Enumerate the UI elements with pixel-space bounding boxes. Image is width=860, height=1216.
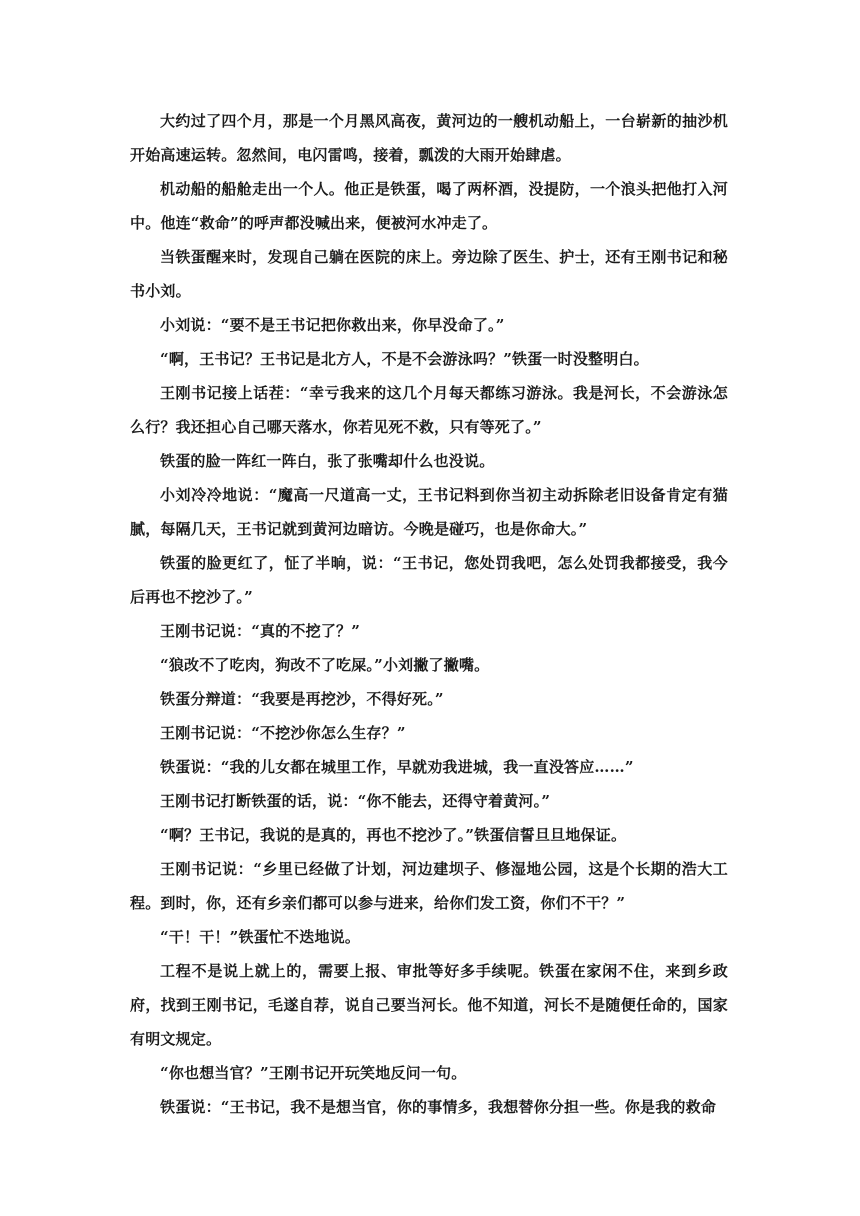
paragraph-17: 王刚书记说：“乡里已经做了计划，河边建坝子、修湿地公园，这是个长期的浩大工程。到时，你，还有乡亲们都可以参与进来，给你们发工资，你们不干？”: [130, 860, 728, 912]
paragraph-10: 王刚书记说：“真的不挖了？”: [160, 622, 361, 640]
paragraph-18: “干！干！”铁蛋忙不迭地说。: [160, 928, 361, 946]
paragraph-4: 小刘说：“要不是王书记把你救出来，你早没命了。”: [160, 316, 505, 334]
paragraph-6: 王刚书记接上话茬：“幸亏我来的这几个月每天都练习游泳。我是河长，不会游泳怎么行？我还担心自己哪天落水，你若见死不救，只有等死了。”: [130, 384, 728, 436]
paragraph-15: 王刚书记打断铁蛋的话，说：“你不能去，还得守着黄河。”: [160, 792, 551, 810]
paragraph-16: “啊？王书记，我说的是真的，再也不挖沙了。”铁蛋信誓旦旦地保证。: [160, 826, 627, 844]
paragraph-19: 工程不是说上就上的，需要上报、审批等好多手续呢。铁蛋在家闲不住，来到乡政府，找到王刚书记，毛遂自荐，说自己要当河长。他不知道，河长不是随便任命的，国家有明文规定。: [130, 962, 728, 1048]
paragraph-21: 铁蛋说：“王书记，我不是想当官，你的事情多，我想替你分担一些。你是我的救命: [160, 1098, 717, 1116]
paragraph-2: 机动船的船舱走出一个人。他正是铁蛋，喝了两杯酒，没提防，一个浪头把他打入河中。他连“救命”的呼声都没喊出来，便被河水冲走了。: [130, 180, 728, 232]
document-page: [130, 104, 728, 1124]
paragraph-3: 当铁蛋醒来时，发现自己躺在医院的床上。旁边除了医生、护士，还有王刚书记和秘书小刘。: [130, 248, 728, 300]
paragraph-5: “啊，王书记？王书记是北方人，不是不会游泳吗？”铁蛋一时没整明白。: [160, 350, 649, 368]
paragraph-14: 铁蛋说：“我的儿女都在城里工作，早就劝我进城，我一直没答应……”: [160, 758, 634, 776]
paragraph-7: 铁蛋的脸一阵红一阵白，张了张嘴却什么也没说。: [160, 452, 495, 470]
paragraph-9: 铁蛋的脸更红了，怔了半晌，说：“王书记，您处罚我吧，怎么处罚我都接受，我今后再也不挖沙了。”: [130, 554, 728, 606]
paragraph-12: 铁蛋分辩道：“我要是再挖沙，不得好死。”: [160, 690, 444, 708]
paragraph-11: “狼改不了吃肉，狗改不了吃屎。”小刘撇了撇嘴。: [160, 656, 490, 674]
paragraph-20: “你也想当官？”王刚书记开玩笑地反问一句。: [160, 1064, 467, 1082]
paragraph-8: 小刘冷冷地说：“魔高一尺道高一丈，王书记料到你当初主动拆除老旧设备肯定有猫腻，每隔几天，王书记就到黄河边暗访。今晚是碰巧，也是你命大。”: [130, 486, 728, 538]
paragraph-1: 大约过了四个月，那是一个月黑风高夜，黄河边的一艘机动船上，一台崭新的抽沙机开始高速运转。忽然间，电闪雷鸣，接着，瓢泼的大雨开始肆虐。: [130, 112, 728, 164]
paragraph-13: 王刚书记说：“不挖沙你怎么生存？”: [160, 724, 406, 742]
